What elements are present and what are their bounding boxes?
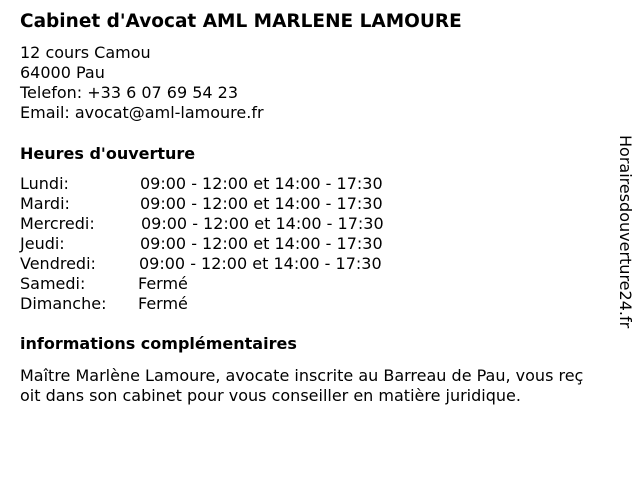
additional-info-text [20,366,630,406]
city-address: 64000 Pau [20,63,105,82]
email-text: Email: avocat@aml-lamoure.fr [20,103,264,122]
opening-hours-heading: Heures d'ouverture [20,144,196,163]
day-hours: 09:00 - 12:00 et 14:00 - 17:30 [139,254,382,273]
day-hours: Fermé [138,294,188,313]
info-line: Maître Marlène Lamoure, avocate inscrite au Barreau de Pau, vous reç [20,366,584,385]
site-watermark: Horairesdouverture24.fr [616,135,635,329]
day-hours: 09:00 - 12:00 et 14:00 - 17:30 [141,214,384,233]
page-title: Cabinet d'Avocat AML MARLENE LAMOURE [20,11,462,32]
phone-text: Telefon: +33 6 07 69 54 23 [20,83,239,102]
day-label: Jeudi: [20,234,65,253]
address-block [20,43,264,123]
day-label: Mercredi: [20,214,95,233]
day-label: Lundi: [20,174,69,193]
day-label: Samedi: [20,274,86,293]
day-label: Mardi: [20,194,70,213]
day-hours: Fermé [138,274,188,293]
street-address: 12 cours Camou [20,43,151,62]
day-hours: 09:00 - 12:00 et 14:00 - 17:30 [140,194,383,213]
additional-info-heading: informations complémentaires [20,334,297,353]
day-label: Vendredi: [20,254,96,273]
day-label: Dimanche: [20,294,107,313]
day-hours: 09:00 - 12:00 et 14:00 - 17:30 [140,234,383,253]
info-line: oit dans son cabinet pour vous conseiller en matière juridique. [20,386,521,405]
day-hours: 09:00 - 12:00 et 14:00 - 17:30 [140,174,383,193]
